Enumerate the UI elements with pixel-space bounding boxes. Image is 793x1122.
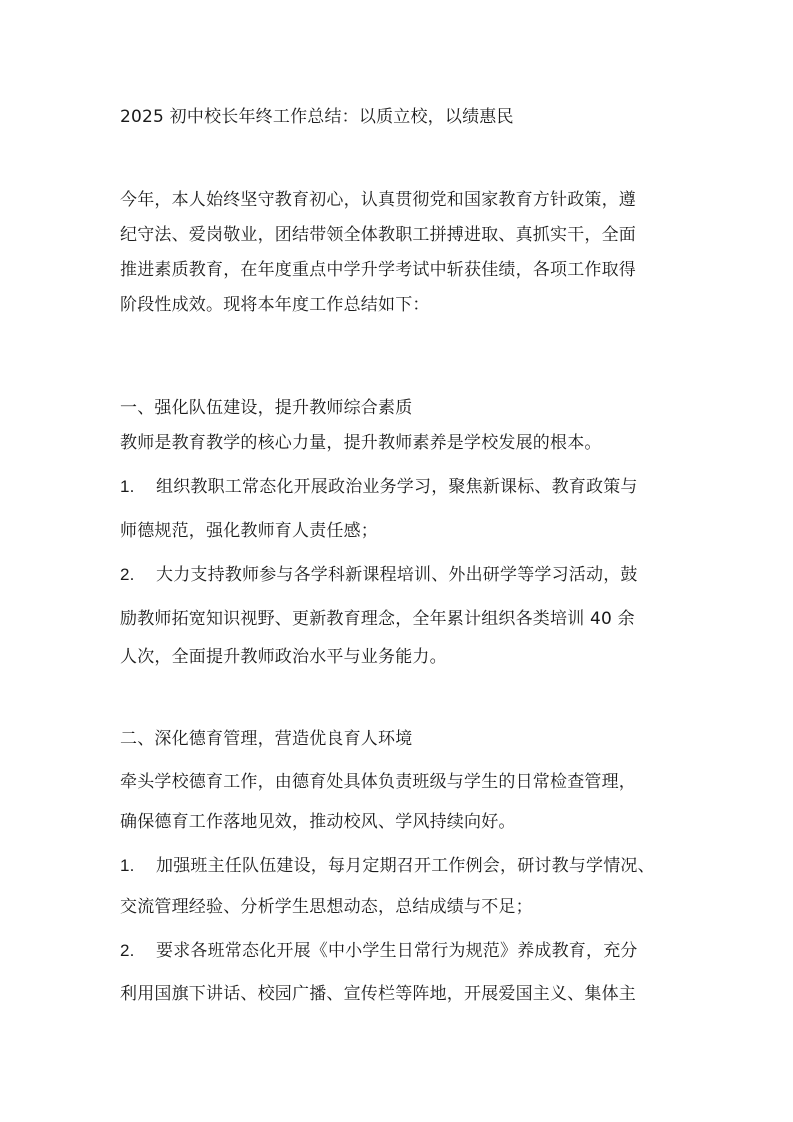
list-item	[120, 855, 680, 877]
list-item-continuation: 人次，全面提升教师政治水平与业务能力。	[120, 647, 447, 667]
list-item-text: 组织教职工常态化开展政治业务学习，聚焦新课标、教育政策与	[156, 477, 638, 497]
list-item-number: 1.	[120, 477, 135, 496]
list-item-number: 2.	[120, 941, 135, 960]
document-title: 2025 初中校长年终工作总结：以质立校，以绩惠民	[120, 107, 514, 127]
list-item	[120, 940, 680, 962]
list-item-continuation: 师德规范，强化教师育人责任感；	[120, 521, 378, 541]
section-heading: 二、深化德育管理，营造优良育人环境	[120, 729, 413, 749]
list-item-text: 大力支持教师参与各学科新课程培训、外出研学等学习活动，鼓	[156, 565, 638, 585]
list-item-continuation: 交流管理经验、分析学生思想动态，总结成绩与不足；	[120, 897, 533, 917]
intro-line: 推进素质教育，在年度重点中学升学考试中斩获佳绩，各项工作取得	[120, 260, 636, 280]
list-item-continuation: 利用国旗下讲话、校园广播、宣传栏等阵地，开展爱国主义、集体主	[120, 984, 636, 1004]
list-item	[120, 476, 680, 498]
intro-line: 今年，本人始终坚守教育初心，认真贯彻党和国家教育方针政策，遵	[120, 190, 636, 210]
list-item-text: 要求各班常态化开展《中小学生日常行为规范》养成教育，充分	[156, 941, 638, 961]
list-item-number: 1.	[120, 856, 135, 875]
section-lead: 牵头学校德育工作，由德育处具体负责班级与学生的日常检查管理，	[120, 772, 636, 792]
section-lead: 确保德育工作落地见效，推动校风、学风持续向好。	[120, 812, 516, 832]
intro-line: 纪守法、爱岗敬业，团结带领全体教职工拼搏进取、真抓实干，全面	[120, 225, 636, 245]
list-item-continuation: 励教师拓宽知识视野、更新教育理念，全年累计组织各类培训 40 余	[120, 609, 635, 629]
list-item-number: 2.	[120, 565, 135, 584]
list-item	[120, 564, 680, 586]
section-heading: 一、强化队伍建设，提升教师综合素质	[120, 398, 413, 418]
list-item-text: 加强班主任队伍建设，每月定期召开工作例会，研讨教与学情况、	[156, 856, 655, 876]
section-lead: 教师是教育教学的核心力量，提升教师素养是学校发展的根本。	[120, 433, 602, 453]
intro-line: 阶段性成效。现将本年度工作总结如下：	[120, 295, 430, 315]
